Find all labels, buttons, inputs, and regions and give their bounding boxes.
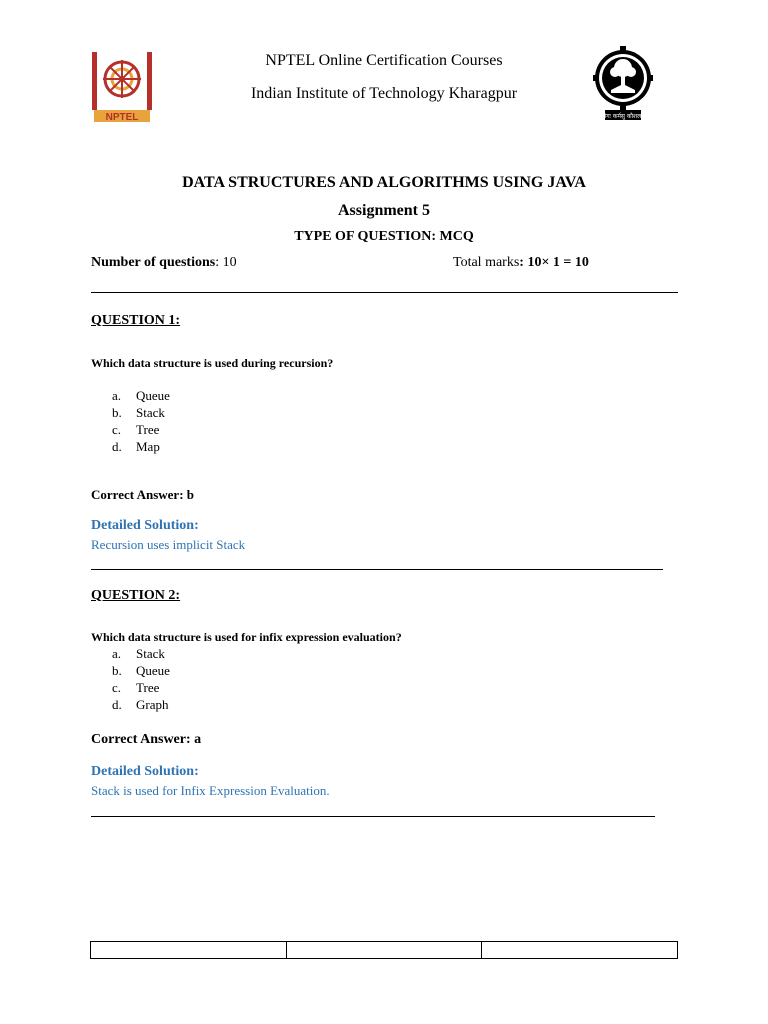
question-heading: QUESTION 2: <box>91 588 181 603</box>
footer-cell <box>287 942 483 958</box>
num-questions-value: : 10 <box>215 255 237 270</box>
footer-table <box>90 941 678 959</box>
total-marks-label: Total marks <box>453 255 520 270</box>
footer-cell <box>91 942 287 958</box>
solution-text: Recursion uses implicit Stack <box>91 537 246 552</box>
question-text: Which data structure is used for infix expression evaluation? <box>91 630 402 644</box>
option-item: b. Stack <box>112 405 165 420</box>
header-org-line: NPTEL Online Certification Courses <box>265 52 503 69</box>
option-item: b. Queue <box>112 663 170 678</box>
option-item: a. Stack <box>112 646 165 661</box>
correct-answer: Correct Answer: a <box>91 732 202 747</box>
total-marks <box>453 255 589 271</box>
option-item: c. Tree <box>112 422 160 437</box>
footer-cell <box>482 942 677 958</box>
divider <box>91 816 655 817</box>
nptel-logo-text: NPTEL <box>105 112 139 122</box>
solution-heading: Detailed Solution: <box>91 518 199 533</box>
question-heading: QUESTION 1: <box>91 313 181 328</box>
option-item: a. Queue <box>112 388 170 403</box>
option-list <box>112 645 170 713</box>
solution-text: Stack is used for Infix Expression Evaluation. <box>91 783 330 798</box>
option-item: c. Tree <box>112 680 160 695</box>
question-type: TYPE OF QUESTION: MCQ <box>294 229 474 244</box>
question-text: Which data structure is used during recursion? <box>91 356 334 370</box>
header-institute-line: Indian Institute of Technology Kharagpur <box>250 85 518 102</box>
option-list <box>112 387 170 455</box>
course-title: DATA STRUCTURES AND ALGORITHMS USING JAVA <box>182 174 586 191</box>
option-item: d. Map <box>112 439 160 454</box>
divider <box>91 292 678 293</box>
number-of-questions <box>91 255 237 271</box>
divider <box>91 569 663 570</box>
seal-motto: योगः कर्मसु कौशलम् <box>601 113 645 120</box>
assignment-title: Assignment 5 <box>337 202 430 219</box>
total-marks-value: : 10× 1 = 10 <box>519 255 589 270</box>
correct-answer: Correct Answer: b <box>91 487 195 502</box>
solution-heading: Detailed Solution: <box>91 764 199 779</box>
option-item: d. Graph <box>112 697 169 712</box>
num-questions-label: Number of questions <box>91 255 216 270</box>
